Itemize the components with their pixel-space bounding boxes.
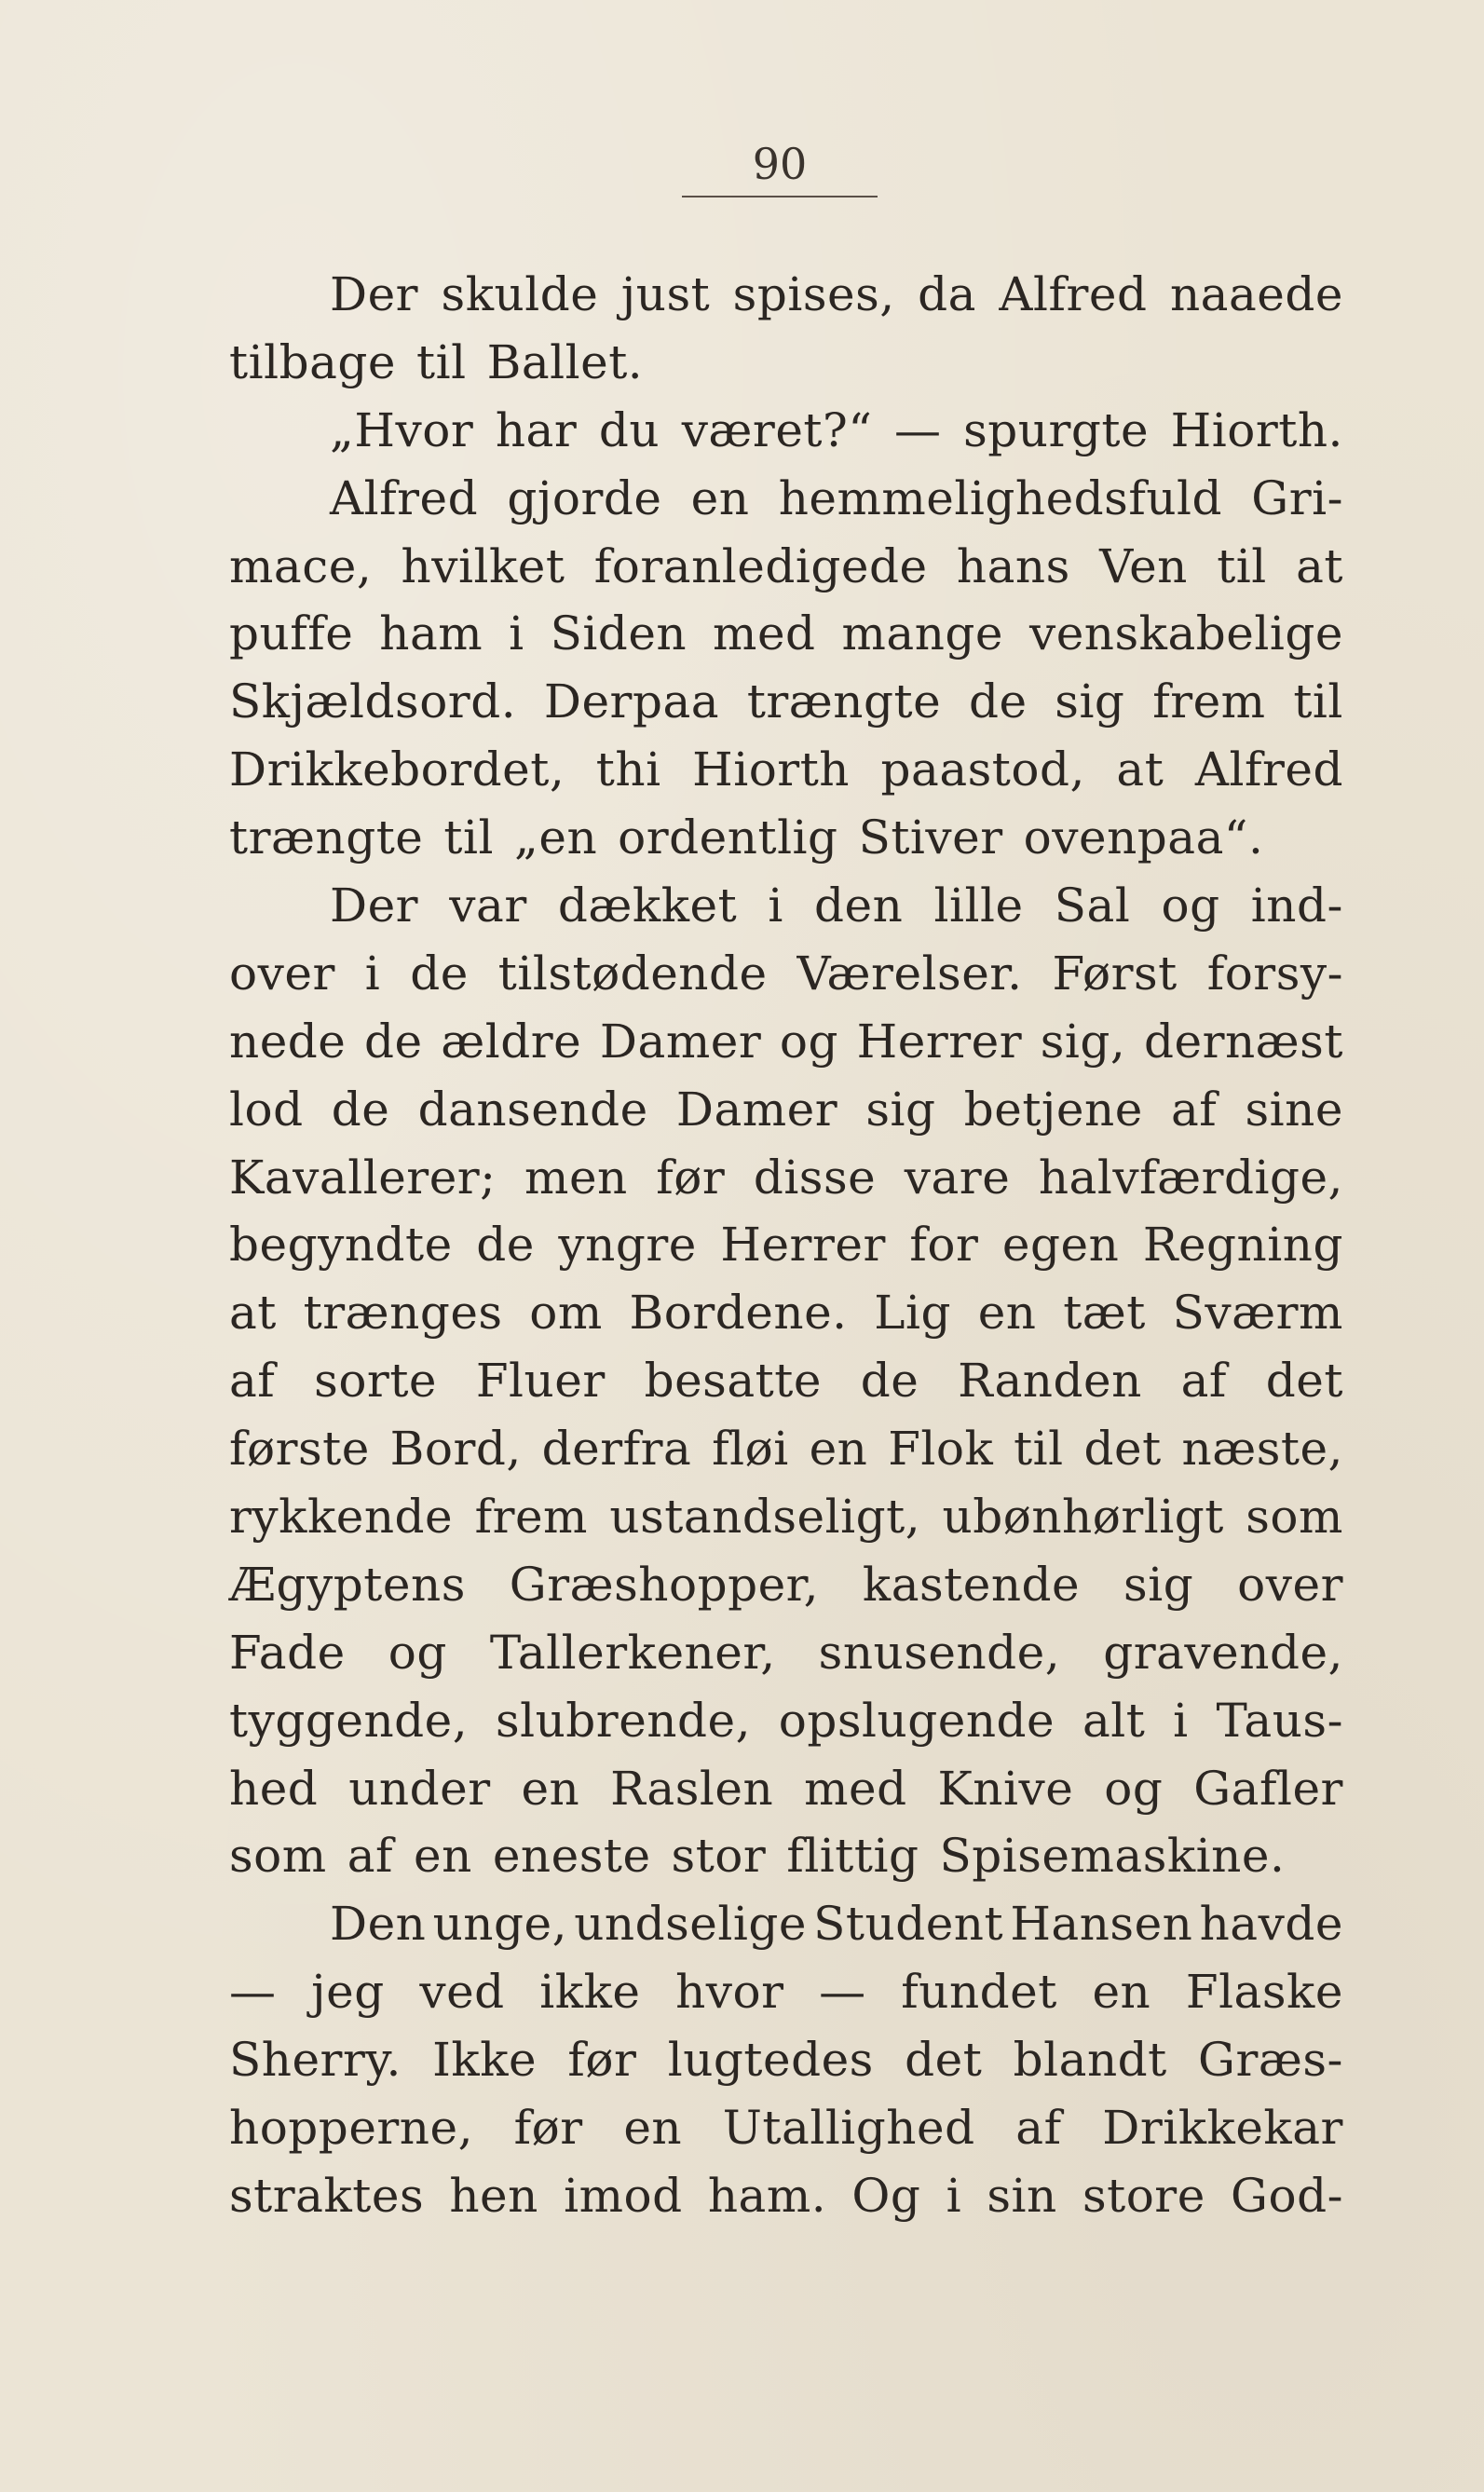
word: om	[529, 1286, 603, 1341]
word: Knive	[937, 1761, 1074, 1816]
word: Stiver	[858, 810, 1003, 865]
word: af	[1170, 1082, 1218, 1137]
text-line	[229, 2026, 1343, 2094]
word: ældre	[441, 1014, 582, 1069]
word: lod	[229, 1082, 304, 1137]
word: Regning	[1142, 1218, 1343, 1273]
page-number-rule	[682, 196, 878, 197]
word: dernæst	[1143, 1014, 1343, 1069]
word: trængte	[229, 810, 424, 865]
text-line	[229, 1619, 1343, 1687]
word: halvfærdige,	[1038, 1150, 1343, 1205]
word: første	[229, 1422, 370, 1477]
word: mange	[841, 606, 1004, 661]
word: at	[229, 1286, 277, 1341]
word: Først	[1052, 946, 1178, 1001]
word: Tallerkener,	[489, 1625, 776, 1680]
word: „en	[513, 810, 598, 865]
word: blandt	[1013, 2033, 1167, 2088]
word: en	[977, 1286, 1037, 1341]
word: begyndte	[229, 1218, 453, 1273]
word: dansende	[417, 1082, 648, 1137]
text-line	[229, 1144, 1343, 1212]
word: at	[1296, 538, 1343, 593]
word: flittig	[786, 1829, 919, 1884]
word: Lig	[874, 1286, 951, 1341]
word: ind-	[1250, 878, 1343, 933]
word: Spisemaskine.	[939, 1829, 1286, 1884]
text-line	[229, 2094, 1343, 2162]
text-line	[229, 600, 1343, 668]
word: af	[1015, 2101, 1062, 2156]
text-line	[229, 1483, 1343, 1551]
word: snusende,	[818, 1625, 1061, 1680]
word: Græs-	[1198, 2033, 1343, 2088]
word: thi	[595, 742, 661, 797]
word: alt	[1082, 1693, 1146, 1748]
text-line	[229, 872, 1343, 940]
word: undselige	[574, 1897, 807, 1952]
word: Randen	[958, 1354, 1142, 1409]
word: foranledigede	[593, 538, 928, 593]
word: lille	[933, 878, 1024, 933]
text-line	[229, 261, 1343, 329]
word: som	[229, 1829, 327, 1884]
text-line	[229, 1890, 1343, 1958]
word: paastod,	[880, 742, 1085, 797]
word: ustandseligt,	[609, 1490, 921, 1545]
word: Damer	[675, 1082, 838, 1137]
word: i	[509, 606, 524, 661]
word: trænges	[303, 1286, 503, 1341]
word: hemmelighedsfuld	[778, 470, 1223, 525]
text-line	[229, 1076, 1343, 1144]
word: puffe	[229, 606, 354, 661]
word: God-	[1231, 2168, 1343, 2223]
text-line	[229, 1687, 1343, 1755]
word: betjene	[963, 1082, 1143, 1137]
word: Kavallerer;	[229, 1150, 497, 1205]
word: ubønhørligt	[942, 1490, 1224, 1545]
word: de	[476, 1218, 535, 1273]
word: Der	[330, 878, 419, 933]
word: de	[331, 1082, 390, 1137]
word: da	[918, 267, 976, 321]
word: Og	[851, 2168, 921, 2223]
word: af	[229, 1354, 276, 1409]
text-line	[229, 1822, 1343, 1890]
word: tyggende,	[229, 1693, 469, 1748]
word: af	[1180, 1354, 1227, 1409]
word: det	[1083, 1422, 1162, 1477]
word: og	[1161, 878, 1220, 933]
word: mace,	[229, 538, 373, 593]
word: Skjældsord.	[229, 674, 517, 729]
word: Ægyptens	[229, 1557, 466, 1612]
word: —	[229, 1965, 277, 2020]
word: kastende	[862, 1557, 1081, 1612]
word: Alfred	[330, 470, 479, 525]
word: hen	[449, 2168, 538, 2223]
word: Gri-	[1251, 470, 1343, 525]
word: Hansen	[1010, 1897, 1193, 1952]
text-line	[229, 1008, 1343, 1076]
word: just	[620, 267, 711, 321]
word: Alfred	[999, 267, 1148, 321]
word: derfra	[541, 1422, 692, 1477]
word: Sværm	[1172, 1286, 1343, 1341]
word: stor	[671, 1829, 767, 1884]
word: i	[1173, 1693, 1189, 1748]
word: sig	[1123, 1557, 1194, 1612]
word: Gafler	[1193, 1761, 1343, 1816]
word: store	[1082, 2168, 1205, 2223]
word: havde	[1199, 1897, 1343, 1952]
word: fundet	[901, 1965, 1057, 2020]
word: tæt	[1063, 1286, 1146, 1341]
word: den	[814, 878, 904, 933]
word: en	[521, 1761, 580, 1816]
word: ovenpaa“.	[1023, 810, 1264, 865]
word: hed	[229, 1761, 319, 1816]
word: tilbage	[229, 334, 396, 389]
text-line	[229, 804, 1343, 872]
word: før	[513, 2101, 583, 2156]
word: du	[598, 402, 660, 457]
word: yngre	[558, 1218, 697, 1273]
word: til	[1293, 674, 1343, 729]
word: en	[690, 470, 750, 525]
text-line	[229, 1279, 1343, 1347]
word: det	[1265, 1354, 1343, 1409]
word: Hiorth.	[1170, 402, 1343, 457]
word: Alfred	[1194, 742, 1343, 797]
word: hvor	[675, 1965, 784, 2020]
text-line	[229, 1347, 1343, 1415]
word: Taus-	[1216, 1693, 1343, 1748]
word: de	[364, 1014, 423, 1069]
word: Værelser.	[796, 946, 1023, 1001]
text-line	[229, 1551, 1343, 1619]
word: Raslen	[610, 1761, 774, 1816]
word: som	[1246, 1490, 1343, 1545]
word: og	[1104, 1761, 1164, 1816]
word: skulde	[441, 267, 599, 321]
word: naaede	[1169, 267, 1343, 321]
word: Siden	[550, 606, 688, 661]
word: Drikkebordet,	[229, 742, 565, 797]
word: Herrer	[856, 1014, 1023, 1069]
word: opslugende	[778, 1693, 1055, 1748]
word: de	[410, 946, 469, 1001]
page-number: 90	[752, 139, 808, 189]
word: sorte	[314, 1354, 438, 1409]
word: været?“	[681, 402, 873, 457]
word: besatte	[644, 1354, 822, 1409]
word: Ballet.	[486, 334, 644, 389]
word: —	[893, 402, 942, 457]
word: jeg	[311, 1965, 385, 2020]
word: hvilket	[401, 538, 565, 593]
word: sig	[865, 1082, 936, 1137]
word: Der	[330, 267, 419, 321]
word: tilstødende	[497, 946, 768, 1001]
text-line	[229, 1755, 1343, 1823]
word: en	[809, 1422, 868, 1477]
word: trængte	[746, 674, 942, 729]
word: Flaske	[1185, 1965, 1343, 2020]
word: Græshopper,	[509, 1557, 819, 1612]
word: Utallighed	[722, 2101, 975, 2156]
text-line	[229, 1211, 1343, 1279]
word: dækket	[557, 878, 738, 933]
word: har	[495, 402, 578, 457]
word: vare	[904, 1150, 1011, 1205]
word: de	[968, 674, 1028, 729]
word: sine	[1245, 1082, 1343, 1137]
word: sig	[1055, 674, 1125, 729]
word: hopperne,	[229, 2101, 473, 2156]
word: til	[1217, 538, 1267, 593]
word: ham.	[707, 2168, 827, 2223]
text-line	[229, 736, 1343, 804]
word: Fade	[229, 1625, 346, 1680]
word: under	[348, 1761, 491, 1816]
word: af	[347, 1829, 394, 1884]
word: i	[768, 878, 783, 933]
word: en	[1092, 1965, 1151, 2020]
word: Drikkekar	[1102, 2101, 1343, 2156]
word: Bordene.	[629, 1286, 848, 1341]
word: ikke	[539, 1965, 641, 2020]
word: sin	[987, 2168, 1057, 2223]
word: gjorde	[507, 470, 662, 525]
word: eneste	[492, 1829, 651, 1884]
word: over	[229, 946, 335, 1001]
word: fløi	[712, 1422, 789, 1477]
word: Herrer	[720, 1218, 886, 1273]
text-line	[229, 1415, 1343, 1483]
word: nede	[229, 1014, 347, 1069]
word: Derpaa	[543, 674, 720, 729]
text-line	[229, 940, 1343, 1008]
word: for	[909, 1218, 979, 1273]
text-line	[229, 2162, 1343, 2230]
word: før	[656, 1150, 726, 1205]
word: disse	[753, 1150, 877, 1205]
word: slubrende,	[495, 1693, 751, 1748]
body-text	[229, 261, 1343, 2230]
word: Fluer	[475, 1354, 606, 1409]
word: det	[905, 2033, 983, 2088]
word: var	[449, 878, 527, 933]
word: frem	[474, 1490, 588, 1545]
word: unge,	[432, 1897, 567, 1952]
word: de	[860, 1354, 919, 1409]
word: før	[567, 2033, 637, 2088]
word: at	[1116, 742, 1164, 797]
word: egen	[1001, 1218, 1120, 1273]
word: rykkende	[229, 1490, 454, 1545]
word: Den	[330, 1897, 427, 1952]
word: i	[364, 946, 381, 1001]
word: Student	[813, 1897, 1004, 1952]
word: Ikke	[432, 2033, 538, 2088]
word: sig,	[1040, 1014, 1126, 1069]
word: gravende,	[1103, 1625, 1343, 1680]
word: Sherry.	[229, 2033, 402, 2088]
text-line	[229, 329, 1343, 397]
word: Flok	[888, 1422, 994, 1477]
word: med	[804, 1761, 907, 1816]
word: Bord,	[389, 1422, 522, 1477]
word: ham	[379, 606, 483, 661]
word: imod	[564, 2168, 683, 2223]
word: Sal	[1054, 878, 1131, 933]
word: Hiorth	[692, 742, 850, 797]
text-line	[229, 1958, 1343, 2026]
word: Damer	[599, 1014, 762, 1069]
word: ved	[419, 1965, 505, 2020]
word: —	[819, 1965, 866, 2020]
text-line	[229, 533, 1343, 601]
word: hans	[956, 538, 1070, 593]
word: „Hvor	[330, 402, 474, 457]
word: i	[946, 2168, 962, 2223]
word: ordentlig	[618, 810, 838, 865]
word: og	[779, 1014, 838, 1069]
word: venskabelige	[1028, 606, 1343, 661]
word: spises,	[732, 267, 895, 321]
word: over	[1237, 1557, 1343, 1612]
word: næste,	[1181, 1422, 1343, 1477]
word: en	[414, 1829, 472, 1884]
word: en	[623, 2101, 683, 2156]
word: straktes	[229, 2168, 425, 2223]
word: og	[388, 1625, 447, 1680]
text-line	[229, 397, 1343, 465]
text-line	[229, 465, 1343, 533]
word: til	[1014, 1422, 1064, 1477]
word: forsy-	[1206, 946, 1343, 1001]
word: spurgte	[963, 402, 1150, 457]
word: frem	[1152, 674, 1266, 729]
word: lugtedes	[667, 2033, 874, 2088]
word: med	[713, 606, 816, 661]
text-line	[229, 668, 1343, 736]
word: til	[443, 810, 494, 865]
word: men	[524, 1150, 628, 1205]
word: til	[416, 334, 467, 389]
word: Ven	[1099, 538, 1188, 593]
